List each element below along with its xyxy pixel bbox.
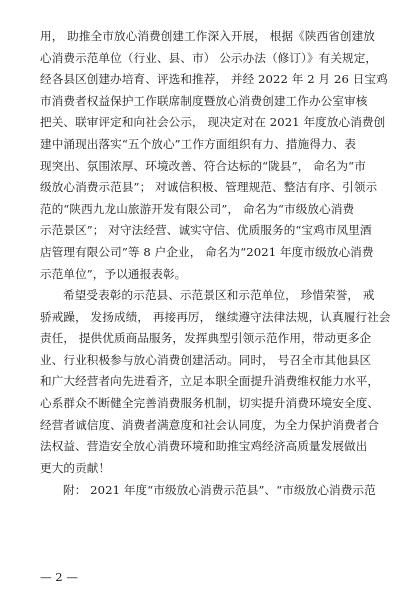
text-line: 店管理有限公司”等 8 户企业， 命名为“2021 年度市级放心消费 (40, 244, 374, 259)
attachment-note (40, 480, 382, 502)
text-line: 经营者诚信度、消费者满意度和社会认同度，为全力保护消费者合 (40, 417, 380, 432)
text-line: 现突出、氛围浓厚、环境改善、符合达标的“陇县”， 命名为“市 (40, 158, 366, 173)
text-line: 心系群众不断健全完善消费服务机制，切实提升消费环境安全度、 (40, 395, 380, 410)
text-line: 用， 助推全市放心消费创建工作深入开展， 根据《陕西省创建放 (40, 29, 375, 43)
text-line: 责任， 提供优质商品服务，发挥典型引领示范作用，带动更多企 (40, 331, 372, 346)
attachment-line: 附： 2021 年度“市级放心消费示范县”、“市级放心消费示范 (63, 483, 376, 497)
text-line: 示范景区”； 对守法经营、诚实守信、优质服务的“宝鸡市凤里酒 (40, 223, 372, 238)
text-line: 和广大经营者向先进看齐，立足本职全面提升消费维权能力水平， (40, 374, 380, 389)
text-line: 骄戒躁， 发扬成绩， 再接再厉， 继续遵守法律法规，认真履行社会 (40, 309, 391, 324)
text-line: 范的“陕西九龙山旅游开发有限公司”， 命名为“市级放心消费 (40, 201, 355, 216)
text-line: 法权益、营造安全放心消费环境和助推宝鸡经济高质量发展做出 (40, 439, 368, 454)
text-line: 心消费示范单位（行业、县、市） 公示办法（修订）》有关规定， (40, 50, 378, 65)
text-line: 建中涌现出落实“五个放心”工作方面组织有力、措施得力、表 (40, 136, 357, 151)
body-paragraph-2 (40, 285, 391, 479)
text-line: 经各县区创建办培育、评选和推荐， 并经 2022 年 2 月 26 日宝鸡 (40, 72, 388, 87)
body-paragraph-1 (40, 26, 388, 285)
text-line: 业、行业积极参与放心消费创建活动。同时， 号召全市其他县区 (40, 352, 372, 367)
text-line: 把关、联审评定和向社会公示， 现决定对在 2021 年度放心消费创 (40, 115, 386, 130)
text-line: 示范单位”，予以通报表彰。 (40, 266, 187, 281)
text-line: 更大的贡献！ (40, 460, 111, 475)
text-line: 市消费者权益保护工作联席制度暨放心消费创建工作办公室审核 (40, 93, 368, 108)
text-line: 级放心消费示范县”； 对诚信积极、管理规范、整洁有序、引领示 (40, 180, 378, 195)
page-number: — 2 — (40, 570, 78, 584)
text-line: 希望受表彰的示范县、示范景区和示范单位， 珍惜荣誉， 戒 (63, 288, 375, 302)
